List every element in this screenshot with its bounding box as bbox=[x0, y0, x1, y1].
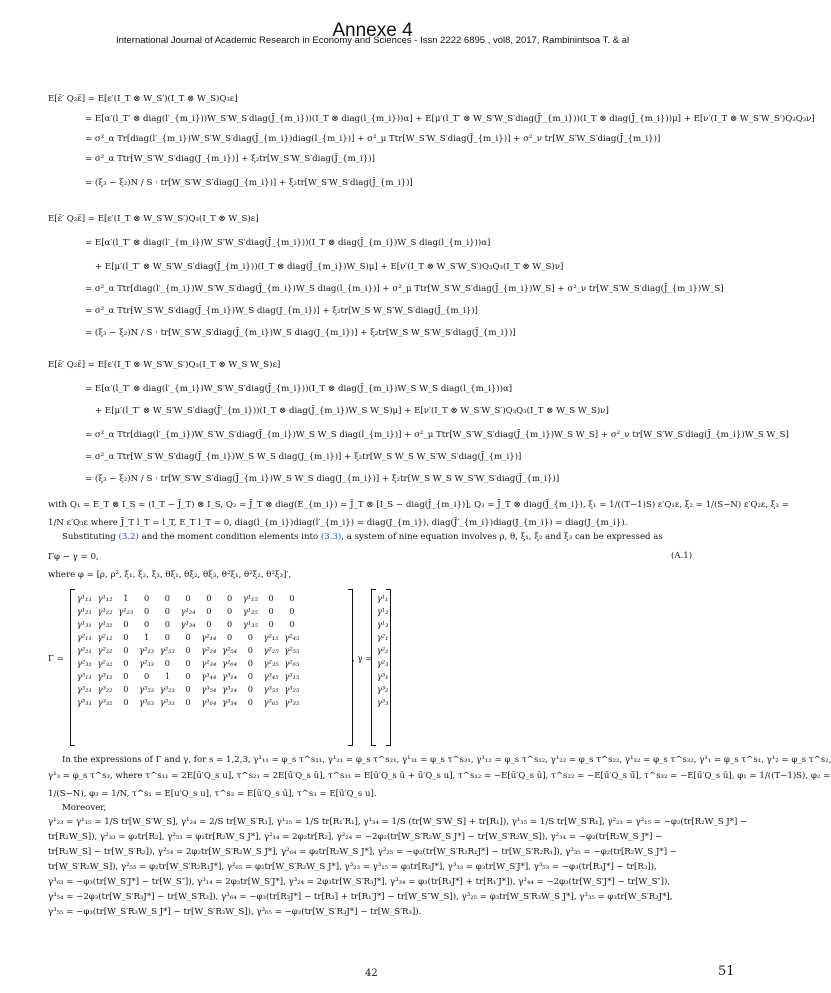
gamma-matrix-cell: 0 bbox=[289, 605, 295, 616]
gamma-matrix-cell: 0 bbox=[164, 605, 170, 616]
gamma-matrix-cell: γ¹₃₁ bbox=[77, 618, 92, 629]
gamma-matrix-cell: γ³₃₃ bbox=[160, 696, 175, 707]
gamma-matrix-cell: γ³₃₅ bbox=[284, 696, 300, 707]
gamma-matrix-cell: γ²₂₄ bbox=[201, 644, 217, 655]
gamma-matrix-cell: γ²₂₅ bbox=[263, 644, 279, 655]
eq-block2-line2: + E[μ′(l_T′ ⊗ W_S′W_S′diag(J̄_{m_i}))(I_T ⊗ diag(J̄_{m_i})W_S)μ] + E[ν′(I_T ⊗ W_S′W_S′)Q₃Q₃(I_T ⊗ W_S)ν] bbox=[95, 262, 564, 272]
gamma-matrix-cell: γ³₁₁ bbox=[77, 670, 92, 681]
gamma-matrix-cell: 0 bbox=[185, 592, 191, 603]
gamma-matrix-cell: 0 bbox=[123, 618, 129, 629]
gamma-matrix-cell: 0 bbox=[206, 592, 212, 603]
gamma-matrix-cell: 0 bbox=[123, 696, 129, 707]
expressions-line-1: In the expressions of Γ and γ, for s = 1,2,3, γ¹₁₁ = φ_s τ^s₁₁, γ¹₂₁ = φ_s τ^s₂₁, γ¹₃₁ = φ_s τ^s₃₁, γ¹₁₂ = φ_s τ^s₁₂, γ¹₂₂ = φ_s τ^s₂₂, γ¹₃₂ = φ_s τ^s₃₂, γ¹₁ = φ_s τ^s₁, γ¹₂ = φ_s τ^s₂, bbox=[62, 755, 831, 765]
gamma-matrix-cell: 0 bbox=[268, 618, 274, 629]
moreover-line-2: tr[R₂W_S]), γ²₃₃ = φ₂tr[R₂], γ²₅₃ = φ₂tr[R₂W_S J*], γ²₁₄ = 2φ₂tr[R₂], γ²₂₄ = −2φ₂(tr[W_S′R₂W_S J*] − tr[W_S′R₂W_S]), γ²₃₄ = −φ₂(tr[R₂W_S J*] − bbox=[48, 832, 663, 842]
gamma-vector-cell: γ¹₃ bbox=[377, 618, 389, 629]
where-line: where φ = [ρ, ρ², ξ₁, ξ₂, ξ₃, θξ₁, θξ₂, θξ₃, θ²ξ₁, θ²ξ₂, θ²ξ₃]′, bbox=[48, 570, 292, 580]
ref-3-2-link[interactable]: (3.2) bbox=[118, 532, 139, 542]
page-number-right: 51 bbox=[718, 964, 735, 979]
gamma-matrix-cell: 1 bbox=[123, 592, 129, 603]
gamma-matrix bbox=[74, 591, 302, 708]
subst-post: , a system of nine equation involves ρ, θ, ξ₁, ξ₂ and ξ₃ can be expressed as bbox=[341, 532, 663, 542]
gamma-matrix-cell: γ²₆₄ bbox=[222, 657, 237, 668]
gamma-matrix-cell: γ²₅₅ bbox=[284, 644, 300, 655]
gamma-matrix-cell: γ¹₃₄ bbox=[180, 618, 196, 629]
gamma-matrix-row bbox=[74, 604, 302, 617]
gamma-vector-cell: γ³₁ bbox=[377, 670, 389, 681]
gamma-matrix-cell: γ¹₂₄ bbox=[180, 605, 196, 616]
gamma-matrix-row bbox=[74, 669, 302, 682]
gamma-matrix-cell: 0 bbox=[123, 657, 129, 668]
gamma-matrix-cell: γ³₂₅ bbox=[284, 683, 300, 694]
gamma-matrix-cell: γ¹₁₁ bbox=[77, 592, 92, 603]
gamma-matrix-cell: γ²₃₁ bbox=[77, 657, 92, 668]
substituting-paragraph bbox=[62, 531, 663, 544]
gamma-matrix-cell: 0 bbox=[247, 644, 253, 655]
gamma-matrix-cell: γ²₂₃ bbox=[139, 644, 154, 655]
eq-block1-line2: = σ²_α Tr[diag(l′_{m_i})W_S′W_S′diag(J̄_{m_i})diag(l_{m_i})] + σ²_μ Ttr[W_S′W_S′diag(J̄_{m_i})] + σ²_ν tr[W_S′W_S′diag(J̄_{m_i})] bbox=[85, 134, 661, 144]
eq-block1-line0: E[ε̄′ Q₂ε̄] = E[ε′(I_T ⊗ W_S′)(I_T ⊗ W_S)Q₃ε] bbox=[48, 94, 238, 104]
subst-mid: and the moment condition elements into bbox=[138, 532, 321, 542]
equation-label: (A.1) bbox=[671, 551, 693, 561]
gamma-matrix-cell: γ²₁₂ bbox=[97, 631, 113, 642]
gamma-matrix-cell: γ¹₂₅ bbox=[243, 605, 258, 616]
gamma-matrix-cell: γ²₅₃ bbox=[160, 644, 175, 655]
annex-title: Annexe 4 bbox=[332, 20, 413, 41]
subst-pre: Substituting bbox=[62, 532, 119, 542]
gamma-matrix-cell: γ³₆₄ bbox=[201, 696, 217, 707]
gamma-matrix-cell: γ²₄₅ bbox=[284, 631, 300, 642]
gamma-matrix-cell: γ³₅₃ bbox=[139, 683, 154, 694]
gamma-matrix-cell: γ³₃₂ bbox=[97, 696, 113, 707]
gamma-vector-cell: γ³₃ bbox=[377, 696, 389, 707]
gamma-matrix-cell: 0 bbox=[268, 605, 274, 616]
with-line-1: with Q₁ = E_T ⊗ I_S = (I_T − J̄_T) ⊗ I_S, Q₂ = J̄_T ⊗ diag(E_{m_i}) = J̄_T ⊗ [I_S − diag(J̄_{m_i})], Q₃ = J̄_T ⊗ diag(J̄_{m_i}), ξ₁ = 1/((T−1)S) ε′Q₁ε, ξ₂ = 1/(S−N) ε′Q₂ε, ξ₃ = bbox=[48, 500, 789, 510]
gamma-matrix-cell: 0 bbox=[268, 592, 274, 603]
eq-block2-line5: = (ξ₃ − ξ₂)N / S · tr[W_S′W_S′diag(J̄_{m_i})W_S diag(J_{m_i})] + ξ₂tr[W_S W_S′W_S′diag(J̄_{m_i})] bbox=[85, 328, 516, 338]
gamma-matrix-cell: γ³₂₃ bbox=[160, 683, 175, 694]
gamma-matrix-cell: γ³₁₂ bbox=[97, 670, 113, 681]
gamma-matrix-cell: γ³₆₅ bbox=[263, 696, 279, 707]
gamma-matrix-cell: γ²₂₂ bbox=[97, 644, 113, 655]
gamma-matrix-cell: γ¹₃₅ bbox=[243, 618, 258, 629]
gamma-matrix-cell: 0 bbox=[164, 618, 170, 629]
gamma-matrix-row bbox=[74, 682, 302, 695]
eq-block1-line4: = (ξ₃ − ξ₂)N / S · tr[W_S′W_S′diag(J_{m_i})] + ξ₂tr[W_S′W_S′diag(J̄_{m_i})] bbox=[85, 178, 413, 188]
gamma-matrix-cell: 1 bbox=[164, 670, 170, 681]
ref-3-3-link[interactable]: (3.3) bbox=[320, 532, 342, 542]
moreover-label: Moreover, bbox=[62, 803, 107, 813]
gamma-matrix-cell: γ²₃₂ bbox=[97, 657, 113, 668]
page-number-center: 42 bbox=[365, 968, 378, 979]
eq-block2-line3: = σ²_α Ttr[diag(l′_{m_i})W_S′W_S′diag(J̄_{m_i})W_S diag(l_{m_i})] + σ²_μ Ttr[W_S′W_S′diag(J̄_{m_i})W_S] + σ²_ν tr[W_S′W_S′diag(J̄_{m_i})W_S] bbox=[85, 284, 724, 294]
moreover-line-5: γ³₆₃ = −φ₃(tr[W_S′J*] − tr[W_S″]), γ³₁₄ = 2φ₃tr[W_S′J*], γ³₂₄ = 2φ₃tr[W_S′R₃J*], γ³₃₄ = φ₃(tr[R₃J*] + tr[R₁′J*]), γ³₄₄ = −2φ₃(tr[W_S′J*] − tr[W_S″]), bbox=[48, 877, 671, 887]
expressions-line-3: 1/(S−N), φ₃ = 1/N, τ^s₁ = E[u′Q_s u], τ^s₂ = E[ū′Q_s ū], τ^s₃ = E[ū′Q_s u]. bbox=[48, 789, 377, 799]
gamma-matrix-cell: γ¹₁₅ bbox=[243, 592, 258, 603]
gamma-matrix-cell: 0 bbox=[164, 657, 170, 668]
gamma-matrix-cell: γ¹₂₁ bbox=[77, 605, 92, 616]
gamma-matrix-cell: 0 bbox=[123, 644, 129, 655]
gamma-matrix-cell: γ¹₂₂ bbox=[97, 605, 113, 616]
gamma-matrix-cell: γ²₁₄ bbox=[201, 631, 217, 642]
gamma-matrix-cell: γ³₄₄ bbox=[201, 670, 217, 681]
eq-block2-line4: = σ²_α Ttr[W_S′W_S′diag(J̄_{m_i})W_S diag(J_{m_i})] + ξ₂tr[W_S W_S′W_S′diag(J̄_{m_i})] bbox=[85, 306, 478, 316]
gamma-vector-label: , γ = bbox=[352, 654, 373, 664]
gamma-matrix-cell: γ³₃₄ bbox=[222, 696, 237, 707]
gamma-vector-cell: γ²₃ bbox=[377, 657, 389, 668]
gamma-matrix-cell: 0 bbox=[144, 618, 150, 629]
eq-block3-line1: = E[α′(l_T′ ⊗ diag(l′_{m_i})W_S′W_S′diag(J̄_{m_i}))(I_T ⊗ diag(J̄_{m_i})W_S W_S diag(l_{m_i}))α] bbox=[85, 384, 513, 394]
gamma-matrix-cell: 0 bbox=[247, 683, 253, 694]
eq-block3-line5: = (ξ₃ − ξ₂)N / S · tr[W_S′W_S′diag(J̄_{m_i})W_S W_S diag(J_{m_i})] + ξ₂tr[W_S W_S W_S′W_S′diag(J̄_{m_i})] bbox=[85, 474, 560, 484]
gamma-matrix-cell: 0 bbox=[247, 631, 253, 642]
moreover-line-6: γ³₅₄ = −2φ₃(tr[W_S′R₃J*] − tr[W_S′R₃]), γ³₆₄ = −φ₃(tr[R₃J*] − tr[R₃] + tr[R₁′J*] − tr[W_S″W_S]), γ³₂₅ = φ₃tr[W_S′R₃W_S J*], γ³₃₅ = φ₃tr[W_S′R₃J*], bbox=[48, 892, 673, 902]
main-equation: Γφ − γ = 0, bbox=[48, 552, 99, 562]
gamma-matrix-cell: 0 bbox=[123, 683, 129, 694]
gamma-matrix-cell: γ²₂₁ bbox=[77, 644, 92, 655]
gamma-matrix-cell: 0 bbox=[144, 592, 150, 603]
gamma-matrix-cell: γ²₃₅ bbox=[263, 657, 279, 668]
gamma-matrix-cell: 0 bbox=[144, 670, 150, 681]
gamma-matrix-row bbox=[74, 695, 302, 708]
gamma-matrix-cell: 0 bbox=[185, 670, 191, 681]
with-line-2: 1/N ε′Q₃ε where J̄_T l_T = l_T, E_T l_T = 0, diag(l_{m_i})diag(l′_{m_i}) = diag(J_{m_i}), diag(J̄′_{m_i})diag(J_{m_i}) = diag(J_{m_i}). bbox=[48, 518, 628, 528]
eq-block2-line0: E[ε̄′ Q₂ε̄] = E[ε′(I_T ⊗ W_S′W_S′)Q₃(I_T ⊗ W_S)ε] bbox=[48, 214, 259, 224]
gamma-matrix-row bbox=[74, 591, 302, 604]
gamma-matrix-row bbox=[74, 630, 302, 643]
gamma-matrix-cell: 0 bbox=[144, 605, 150, 616]
gamma-matrix-cell: γ³₅₅ bbox=[263, 683, 279, 694]
gamma-matrix-row bbox=[74, 643, 302, 656]
gamma-matrix-cell: 0 bbox=[123, 670, 129, 681]
gamma-matrix-cell: 0 bbox=[289, 618, 295, 629]
gamma-vector-cell: γ¹₁ bbox=[377, 592, 389, 603]
moreover-line-3: tr[R₂W_S] − tr[W_S′R₂]), γ²₅₄ = 2φ₂tr[W_S′R₂W_S J*], γ²₆₄ = φ₂tr[R₂W_S J*], γ²₂₅ = −φ₂(tr[W_S′R₂R₁J*] − tr[W_S′R₂R₁]), γ²₃₅ = −φ₂(tr[R₂W_S J*] − bbox=[48, 847, 677, 857]
gamma-matrix-cell: γ²₅₄ bbox=[222, 644, 237, 655]
gamma-vector-cell: γ²₂ bbox=[377, 644, 389, 655]
gamma-matrix-cell: 0 bbox=[247, 670, 253, 681]
gamma-matrix-cell: 0 bbox=[185, 657, 191, 668]
gamma-matrix-cell: 0 bbox=[247, 657, 253, 668]
eq-block2-line1: = E[α′(l_T′ ⊗ diag(l′_{m_i})W_S′W_S′diag(J̄_{m_i}))(I_T ⊗ diag(J̄_{m_i})W_S diag(l_{m_i}))α] bbox=[85, 238, 491, 248]
gamma-matrix-cell: 0 bbox=[123, 631, 129, 642]
gamma-matrix-cell: 0 bbox=[206, 618, 212, 629]
gamma-matrix-cell: 0 bbox=[185, 696, 191, 707]
gamma-matrix-cell: γ³₄₅ bbox=[263, 670, 279, 681]
expressions-line-2: γ¹₃ = φ_s τ^s₃, where τ^s₁₁ = 2E[ū′Q_s u], τ^s₂₁ = 2E[ū̄′Q_s ū], τ^s₃₁ = E[ū′Q_s ū + ū̄′Q_s u], τ^s₁₂ = −E[ū′Q_s ū], τ^s₂₂ = −E[ū̄′Q_s ū̄], τ^s₃₂ = −E[ū̄′Q_s ū], φ₁ = 1/((T−1)S), φ₂ = bbox=[48, 771, 831, 781]
gamma-matrix-cell: γ¹₂₃ bbox=[118, 605, 134, 616]
gamma-matrix-cell: 0 bbox=[227, 592, 233, 603]
gamma-matrix-cell: 0 bbox=[185, 631, 191, 642]
gamma-matrix-cell: γ³₂₁ bbox=[77, 683, 92, 694]
gamma-matrix-cell: γ³₂₄ bbox=[222, 683, 237, 694]
gamma-matrix-cell: 0 bbox=[227, 631, 233, 642]
gamma-right-bracket bbox=[348, 589, 353, 746]
gamma-matrix-row bbox=[74, 617, 302, 630]
gamma-matrix-cell: γ²₃₃ bbox=[139, 657, 154, 668]
gamma-matrix-cell: 0 bbox=[227, 605, 233, 616]
moreover-line-1: γ¹₂₃ = γ¹₁₅ = 1/S tr[W_S′W_S], γ¹₂₄ = 2/S tr[W_S′R₁], γ¹₂₅ = 1/S tr[R₁′R₁], γ¹₃₄ = 1/S (tr[W_S′W_S] + tr[R₁]), γ¹₃₅ = 1/S tr[W_S′R₁], γ²₂₃ = γ²₁₅ = −φ₂(tr[R₂W_S J*] − bbox=[48, 817, 748, 827]
moreover-line-7: γ³₅₅ = −φ₃(tr[W_S′R₃W_S J*] − tr[W_S′R₃W_S]), γ³₆₅ = −φ₃(tr[W_S′R₃J*] − tr[W_S′R₃]). bbox=[48, 907, 422, 917]
gamma-matrix-cell: 0 bbox=[227, 618, 233, 629]
gamma-vector-right-bracket bbox=[386, 589, 391, 746]
gamma-matrix-cell: γ³₁₅ bbox=[284, 670, 300, 681]
gamma-matrix-cell: γ²₁₁ bbox=[77, 631, 92, 642]
gamma-vector-cell: γ¹₂ bbox=[377, 605, 389, 616]
gamma-matrix-cell: 0 bbox=[164, 592, 170, 603]
gamma-matrix-cell: 0 bbox=[185, 644, 191, 655]
gamma-label: Γ = bbox=[48, 654, 64, 664]
eq-block3-line2: + E[μ′(l_T′ ⊗ W_S′W_S′diag(J̄′_{m_i}))(I_T ⊗ diag(J̄_{m_i})W_S W_S)μ] + E[ν′(I_T ⊗ W_S′W_S′)Q₃Q₃(I_T ⊗ W_S W_S)ν] bbox=[95, 406, 609, 416]
gamma-matrix-row bbox=[74, 656, 302, 669]
gamma-vector-cell: γ²₁ bbox=[377, 631, 389, 642]
gamma-matrix-cell: γ¹₃₂ bbox=[97, 618, 113, 629]
gamma-matrix-cell: γ³₆₃ bbox=[139, 696, 154, 707]
gamma-matrix-cell: γ²₃₄ bbox=[201, 657, 217, 668]
eq-block1-line3: = σ²_α Ttr[W_S′W_S′diag(J_{m_i})] + ξ₂tr[W_S′W_S′diag(J̄_{m_i})] bbox=[85, 154, 375, 164]
gamma-matrix-cell: 0 bbox=[164, 631, 170, 642]
eq-block3-line4: = σ²_α Ttr[W_S′W_S′diag(J̄_{m_i})W_S W_S diag(J_{m_i})] + ξ₂tr[W_S W_S W_S′W_S′diag(J̄_{m_i})] bbox=[85, 452, 522, 462]
gamma-matrix-cell: 0 bbox=[289, 592, 295, 603]
gamma-matrix-cell: γ³₂₂ bbox=[97, 683, 113, 694]
gamma-matrix-cell: γ³₃₁ bbox=[77, 696, 92, 707]
gamma-matrix-cell: γ¹₁₂ bbox=[97, 592, 113, 603]
gamma-matrix-cell: γ³₅₄ bbox=[201, 683, 217, 694]
eq-block3-line0: E[ε̄′ Q₂ε̄] = E[ε′(I_T ⊗ W_S′W_S′)Q₃(I_T ⊗ W_S W_S)ε] bbox=[48, 360, 281, 370]
gamma-matrix-cell: γ²₆₅ bbox=[284, 657, 300, 668]
gamma-matrix-cell: γ²₁₅ bbox=[263, 631, 279, 642]
gamma-matrix-cell: 1 bbox=[144, 631, 150, 642]
gamma-matrix-cell: 0 bbox=[185, 683, 191, 694]
gamma-matrix-cell: γ³₁₄ bbox=[222, 670, 237, 681]
moreover-line-4: tr[W_S′R₂W_S]), γ²₅₅ = φ₂tr[W_S′R₂R₁J*], γ²₆₅ = φ₂tr[W_S′R₂W_S J*], γ³₂₃ = γ³₁₅ = φ₃tr[R₃J*], γ³₃₃ = φ₃tr[W_S′J*], γ³₅₃ = −φ₃(tr[R₃J*] − tr[R₃]), bbox=[48, 862, 657, 872]
gamma-vector-cell: γ³₂ bbox=[377, 683, 389, 694]
eq-block1-line1: = E[α′(l_T′ ⊗ diag(l′_{m_i}))W_S′W_S′diag(J̄_{m_i}))(I_T ⊗ diag(l_{m_i}))α] + E[μ′(l_T′ ⊗ W_S′W_S′diag(J̄′_{m_i}))(I_T ⊗ diag(J̄_{m_i}))μ] + E[ν′(I_T ⊗ W_S′W_S′)Q₃Q₃ν] bbox=[85, 114, 815, 124]
gamma-matrix-cell: 0 bbox=[247, 696, 253, 707]
eq-block3-line3: = σ²_α Ttr[diag(l′_{m_i})W_S′W_S′diag(J̄_{m_i})W_S W_S diag(l_{m_i})] + σ²_μ Ttr[W_S′W_S′diag(J̄_{m_i})W_S W_S] + σ²_ν tr[W_S′W_S′diag(J̄_{m_i})W_S W_S] bbox=[85, 430, 789, 440]
journal-header: International Journal of Academic Research in Economy and Sciences - Issn 2222 6895 , vol8, 2017, Rambinintsoa T. & al bbox=[115, 35, 630, 46]
gamma-matrix-cell: 0 bbox=[206, 605, 212, 616]
